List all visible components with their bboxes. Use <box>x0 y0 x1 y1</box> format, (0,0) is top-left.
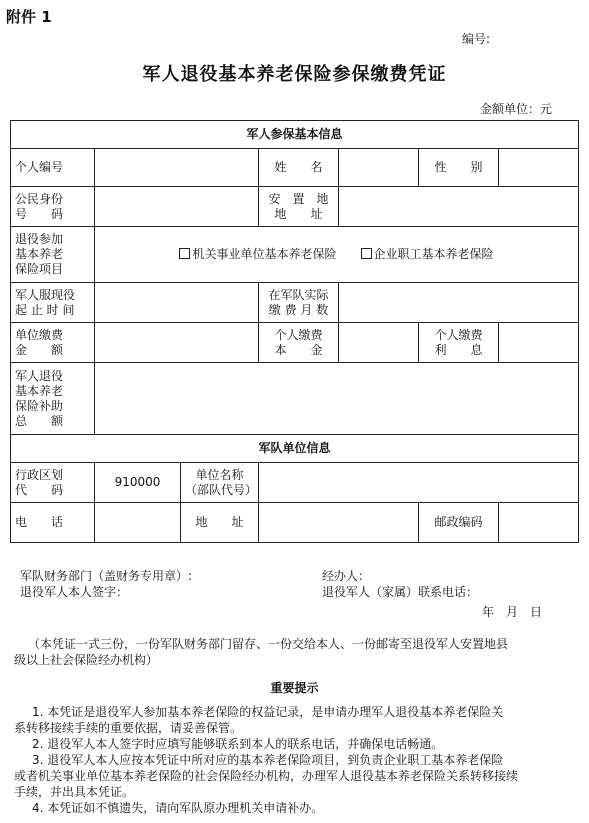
personal-id-label: 个人编号 <box>11 149 95 187</box>
subsidy-line1: 军人退役 <box>15 368 64 383</box>
id-card-label-line2: 号 码 <box>15 206 64 221</box>
checkbox-enterprise[interactable] <box>361 248 372 259</box>
payment-months-label <box>259 283 339 323</box>
amount-unit: 金额单位：元 <box>480 102 553 116</box>
option-institution[interactable] <box>179 247 336 262</box>
note-2: 2. 退役军人本人签字时应填写能够联系到本人的联系电话，并确保电话畅通。 <box>32 737 444 751</box>
insurance-item-line3: 保险项目 <box>15 262 64 276</box>
unit-payment-field[interactable] <box>95 323 259 363</box>
option-enterprise[interactable] <box>361 247 494 262</box>
phone-field[interactable] <box>95 503 181 543</box>
insurance-item-options <box>95 227 579 283</box>
serial-number-label: 编号: <box>462 32 491 46</box>
insurance-item-line1: 退役参加 <box>15 232 64 246</box>
contact-phone-label: 退役军人（家属）联系电话： <box>322 585 479 599</box>
checkbox-institution[interactable] <box>179 248 190 259</box>
personal-id-field[interactable] <box>95 149 259 187</box>
payment-months-line2: 缴 费 月 数 <box>268 302 329 317</box>
personal-interest-line2: 利 息 <box>434 342 483 357</box>
personal-principal-label <box>259 323 339 363</box>
note-3a: 3. 退役军人本人应按本凭证中所对应的基本养老保险项目，到负责企业职工基本养老保险 <box>32 753 504 767</box>
note-1a: 1. 本凭证是退役军人参加基本养老保险的权益记录，是申请办理军人退役基本养老保险关 <box>32 705 504 719</box>
unit-name-line1: 单位名称 <box>195 467 244 482</box>
phone-label: 电 话 <box>11 503 95 543</box>
subsidy-total-field[interactable] <box>95 363 579 435</box>
subsidy-total-label <box>11 363 95 435</box>
personal-interest-label <box>419 323 499 363</box>
soldier-signature-label: 退役军人本人签字： <box>20 585 129 599</box>
service-period-label <box>11 283 95 323</box>
name-label: 姓 名 <box>259 149 339 187</box>
region-code-label <box>11 463 95 503</box>
service-period-line2: 起 止 时 间 <box>15 302 75 317</box>
personal-interest-line1: 个人缴费 <box>434 327 483 342</box>
postcode-field[interactable] <box>499 503 579 543</box>
personal-principal-line2: 本 金 <box>274 342 323 357</box>
operator-label: 经办人： <box>322 569 371 583</box>
note-4: 4. 本凭证如不慎遗失，请向军队原办理机关申请补办。 <box>32 801 324 815</box>
unit-payment-line2: 金 额 <box>15 342 64 357</box>
finance-dept-stamp: 军队财务部门（盖财务专用章）: <box>20 569 193 583</box>
copies-note-line1: （本凭证一式三份，一份军队财务部门留存、一份交给本人、一份邮寄至退役军人安置地县 <box>28 637 509 651</box>
option-institution-label: 机关事业单位基本养老保险 <box>192 247 337 261</box>
unit-name-field[interactable] <box>259 463 579 503</box>
name-field[interactable] <box>339 149 419 187</box>
personal-principal-line1: 个人缴费 <box>274 327 323 342</box>
id-card-label-line1: 公民身份 <box>15 191 64 206</box>
insurance-item-line2: 基本养老 <box>15 247 64 261</box>
payment-months-line1: 在军队实际 <box>268 287 329 302</box>
subsidy-line2: 基本养老 <box>15 383 64 398</box>
personal-principal-field[interactable] <box>339 323 419 363</box>
document-title: 军人退役基本养老保险参保缴费凭证 <box>142 64 447 85</box>
personal-info-heading: 军人参保基本信息 <box>11 121 579 149</box>
gender-field[interactable] <box>499 149 579 187</box>
note-3c: 手续，并出具本凭证。 <box>14 785 135 799</box>
copies-note-line2: 级以上社会保险经办机构） <box>14 653 159 667</box>
note-3b: 或者机关事业单位基本养老保险的社会保险经办机构，办理军人退役基本养老保险关系转移接续 <box>14 769 519 783</box>
placement-label-line1: 安 置 地 <box>268 191 329 206</box>
service-period-field[interactable] <box>95 283 259 323</box>
placement-address-field[interactable] <box>339 187 579 227</box>
personal-interest-field[interactable] <box>499 323 579 363</box>
payment-months-field[interactable] <box>339 283 579 323</box>
voucher-form-table <box>10 120 579 543</box>
placement-label-line2: 地 址 <box>274 206 323 221</box>
service-period-line1: 军人服现役 <box>15 287 76 302</box>
unit-name-label <box>181 463 259 503</box>
gender-label: 性 别 <box>419 149 499 187</box>
region-code-value[interactable]: 910000 <box>95 463 181 503</box>
date-label: 年 月 日 <box>482 605 543 619</box>
subsidy-line4: 总 额 <box>15 413 64 428</box>
region-code-line2: 代 码 <box>15 482 64 497</box>
placement-address-label <box>259 187 339 227</box>
unit-name-line2: （部队代号） <box>185 482 258 497</box>
unit-payment-label <box>11 323 95 363</box>
option-enterprise-label: 企业职工基本养老保险 <box>373 247 494 261</box>
id-card-field[interactable] <box>95 187 259 227</box>
id-card-label <box>11 187 95 227</box>
attachment-label: 附件 1 <box>6 8 52 26</box>
note-1b: 系转移接续手续的重要依据，请妥善保管。 <box>14 721 243 735</box>
address-field[interactable] <box>259 503 419 543</box>
notes-heading: 重要提示 <box>270 681 319 695</box>
region-code-line1: 行政区划 <box>15 467 64 482</box>
postcode-label: 邮政编码 <box>419 503 499 543</box>
subsidy-line3: 保险补助 <box>15 398 64 413</box>
unit-payment-line1: 单位缴费 <box>15 327 64 342</box>
notes-list <box>14 704 582 816</box>
unit-info-heading: 军队单位信息 <box>11 435 579 463</box>
address-label: 地 址 <box>181 503 259 543</box>
insurance-item-label <box>11 227 95 283</box>
